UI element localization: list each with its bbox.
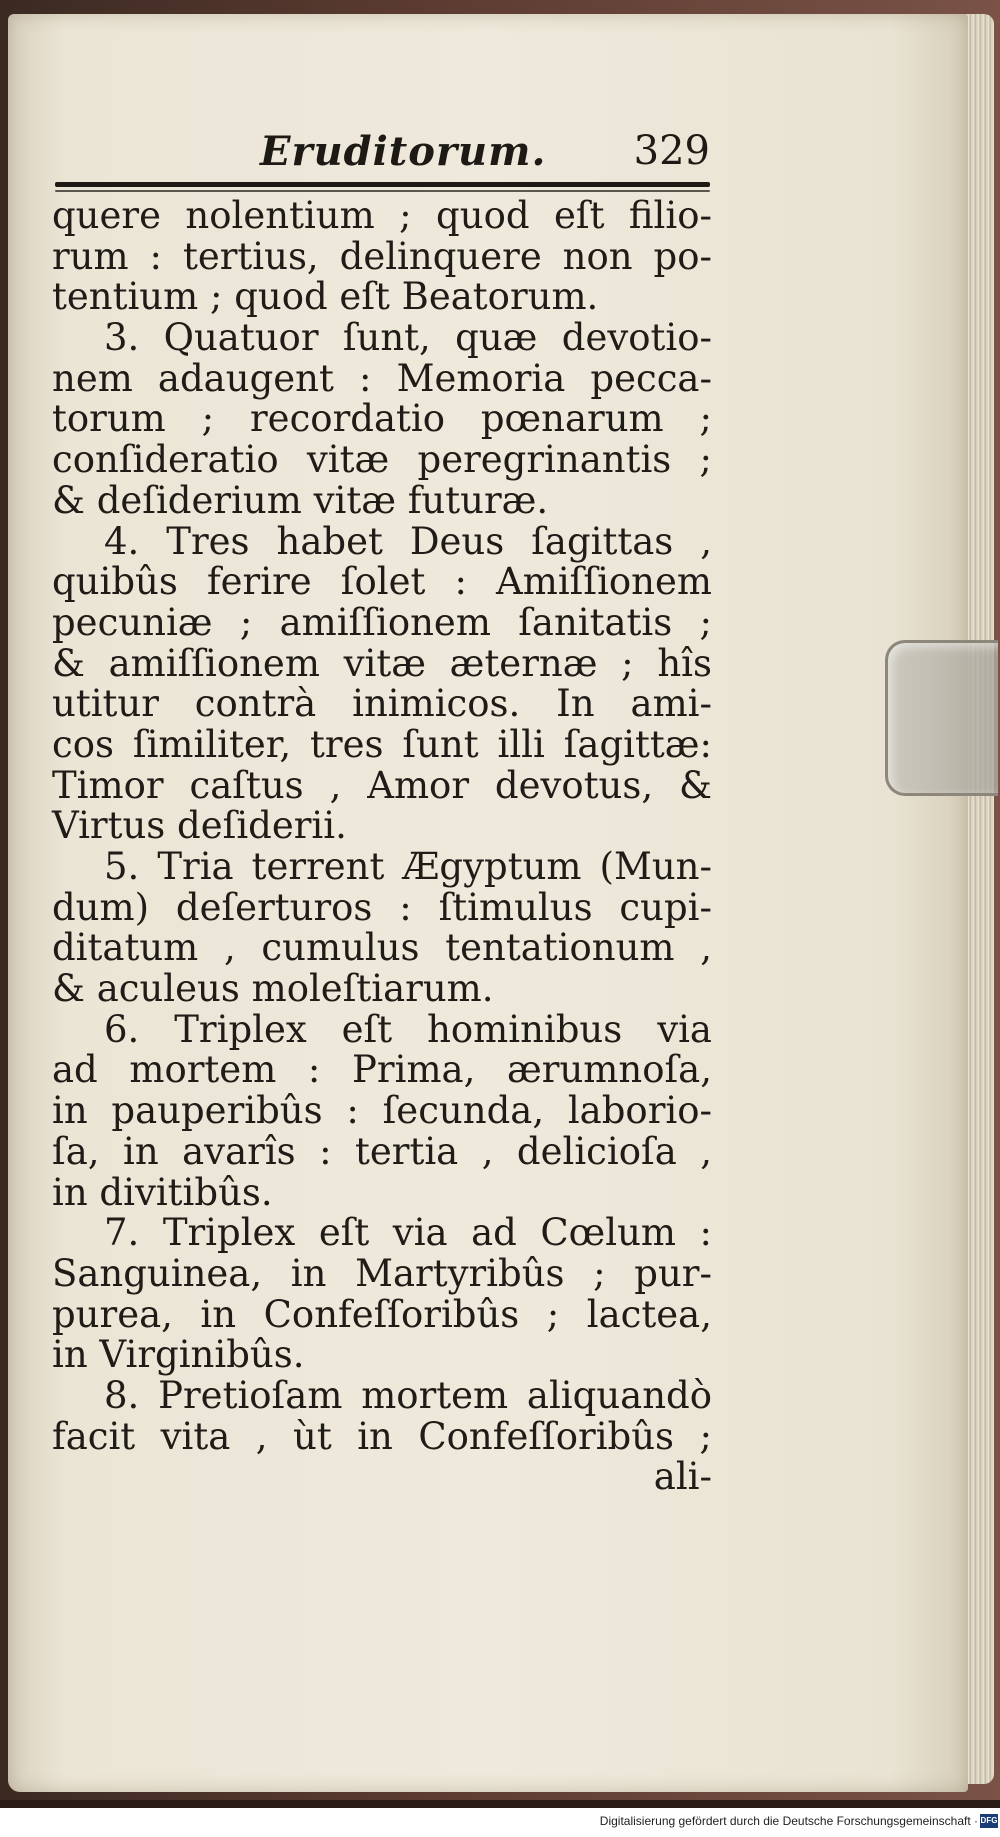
footer-banner	[0, 1808, 1000, 1837]
text-line: Timor caſtus , Amor devotus, &	[52, 763, 712, 807]
text-line: ditatum , cumulus tentationum ,	[52, 926, 712, 970]
text-line: & amiſſionem vitæ æternæ ; hîs	[52, 641, 712, 685]
text-line: nem adaugent : Memoria pecca-	[52, 356, 712, 400]
text-line: conſideratio vitæ peregrinantis ;	[52, 438, 712, 482]
page-clip	[885, 640, 998, 796]
text-line: rum : tertius, delinquere non po-	[52, 234, 712, 278]
text-line: 6. Triplex eſt hominibus via	[104, 1007, 712, 1051]
text-line: 3. Quatuor ſunt, quæ devotio-	[104, 316, 712, 360]
text-line: in Virginibûs.	[52, 1333, 305, 1377]
text-line: torum ; recordatio pœnarum ;	[52, 397, 712, 441]
text-line: facit vita , ùt in Confeſſoribûs ;	[52, 1414, 712, 1458]
text-line: cos ſimiliter, tres ſunt illi ſagittæ:	[52, 722, 712, 766]
text-line: 4. Tres habet Deus ſagittas ,	[104, 519, 712, 563]
text-line: pecuniæ ; amiſſionem ſanitatis ;	[52, 600, 712, 644]
text-line: dum) deſerturos : ſtimulus cupi-	[52, 885, 712, 929]
text-line: in divitibûs.	[52, 1170, 273, 1214]
footer-credit: Digitalisierung gefördert durch die Deutsche Forschungsgemeinschaft ·	[599, 1814, 978, 1828]
text-line: 8. Pretioſam mortem aliquandò	[104, 1373, 712, 1417]
body-text	[52, 196, 712, 1498]
text-line: quibûs ferire ſolet : Amiſſionem	[52, 560, 712, 604]
text-line: Sanguinea, in Martyribûs ; pur-	[52, 1251, 712, 1295]
text-line: 5. Tria terrent Ægyptum (Mun-	[104, 845, 712, 888]
text-line: 7. Triplex eſt via ad Cœlum :	[104, 1211, 712, 1255]
text-line: in pauperibûs : ſecunda, laborio-	[52, 1089, 712, 1133]
text-line: Virtus deſiderii.	[52, 804, 347, 848]
text-line: tentium ; quod eſt Beatorum.	[52, 275, 599, 319]
header-rule	[55, 182, 710, 187]
text-line: & aculeus moleſtiarum.	[52, 967, 494, 1011]
text-line: quere nolentium ; quod eſt filio-	[52, 194, 712, 237]
text-line: purea, in Confeſſoribûs ; lactea,	[52, 1292, 712, 1336]
catchword: ali-	[653, 1455, 712, 1499]
dfg-logo-icon: DFG	[980, 1814, 998, 1828]
running-title: Eruditorum.	[260, 128, 547, 175]
text-line: utitur contrà inimicos. In ami-	[52, 682, 712, 726]
header-rule-thin	[55, 190, 710, 192]
page-number: 329	[633, 128, 710, 174]
text-line: & deſiderium vitæ futuræ.	[52, 478, 549, 522]
page-header	[60, 128, 710, 188]
text-line: ſa, in avarîs : tertia , delicioſa ,	[52, 1129, 712, 1173]
text-line: ad mortem : Prima, ærumnoſa,	[52, 1048, 712, 1092]
